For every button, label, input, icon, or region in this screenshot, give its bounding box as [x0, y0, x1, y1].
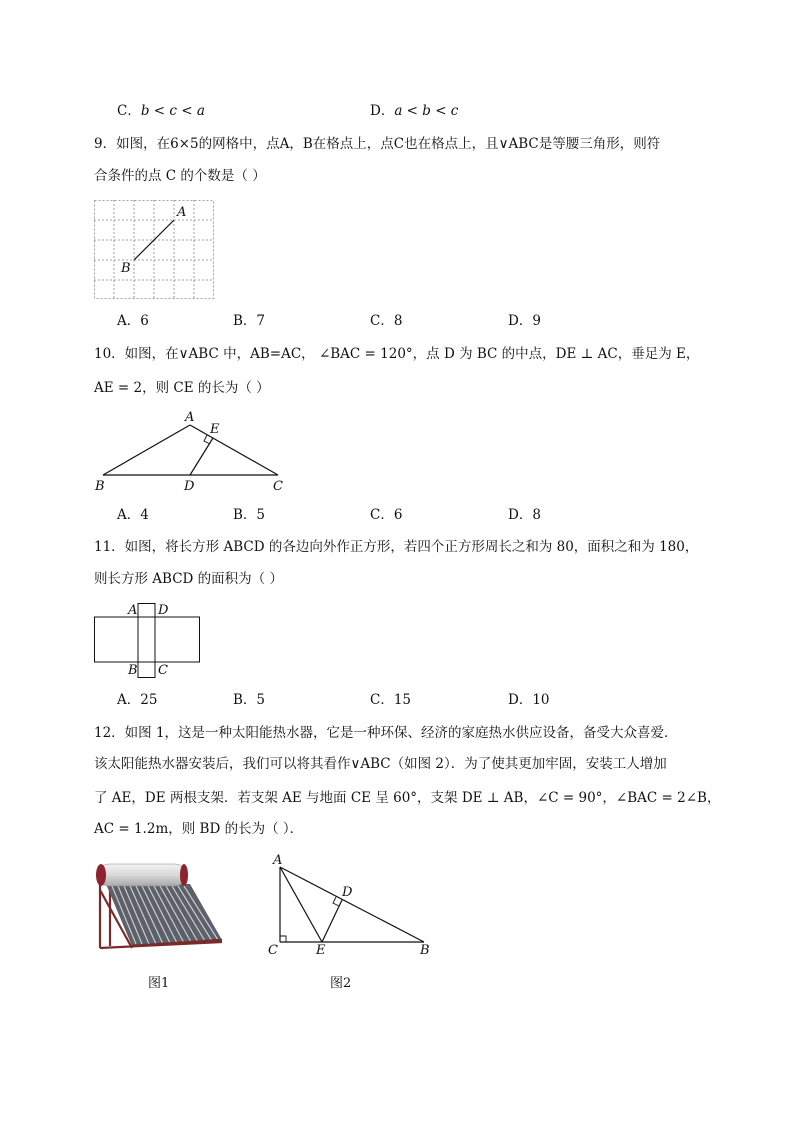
q10-question-line-2: AE = 2，则 CE 的长为（ ） [94, 380, 270, 396]
q11-rectangle-figure [94, 603, 204, 683]
q9-option-b: B．7 [233, 313, 266, 329]
q10-option-b: B．5 [233, 507, 266, 523]
q11-label-d: D [158, 603, 169, 618]
q8-option-d-label: D． [370, 103, 395, 119]
q9-option-a: A．6 [117, 313, 149, 329]
q8-option-c [117, 101, 205, 121]
q8-option-c-label: C． [117, 103, 141, 119]
q12-question-line-4: AC = 1.2m，则 BD 的长为（ ）． [94, 821, 304, 837]
q10-label-c: C [273, 479, 283, 494]
q12-label-c: C [268, 943, 278, 958]
q10-label-d: D [184, 479, 195, 494]
q10-option-c: C．6 [370, 507, 403, 523]
q11-option-a: A．25 [117, 692, 158, 708]
q9-label-b: B [121, 261, 131, 276]
q11-question-line-2: 则长方形 ABCD 的面积为（ ） [94, 571, 283, 587]
q11-label-a: A [128, 603, 138, 618]
q10-label-b: B [95, 479, 105, 494]
figure-2-caption: 图2 [330, 976, 352, 991]
q9-option-c: C．8 [370, 313, 403, 329]
solar-water-heater-image [92, 860, 226, 952]
q12-question-line-1: 12．如图 1，这是一种太阳能热水器，它是一种环保、经济的家庭热水供应设备，备受大众喜爱． [94, 725, 678, 741]
q11-option-d: D．10 [508, 692, 550, 708]
q11-label-b: B [128, 663, 138, 678]
q12-label-a: A [273, 853, 283, 868]
q10-question-line-1: 10．如图，在∨ABC 中，AB=AC， ∠BAC = 120°，点 D 为 BC 的中点，DE ⊥ AC，垂足为 E， [94, 346, 700, 362]
q12-question-line-2: 该太阳能热水器安装后，我们可以将其看作∨ABC（如图 2）．为了使其更加牢固，安装工人增加 [94, 756, 667, 772]
q9-grid-figure [94, 200, 214, 300]
q9-question-line-2: 合条件的点 C 的个数是（ ） [94, 168, 266, 184]
q12-question-line-3: 了 AE，DE 两根支架．若支架 AE 与地面 CE 呈 60°，支架 DE ⊥ AB，∠C = 90°，∠BAC = 2∠B， [94, 790, 721, 806]
q8-option-d-text: a < b < c [394, 103, 459, 119]
q9-label-a: A [177, 205, 187, 220]
q10-option-a: A．4 [117, 507, 149, 523]
q12-triangle-figure [265, 852, 435, 962]
q10-option-d: D．8 [508, 507, 541, 523]
q11-label-c: C [158, 663, 168, 678]
q8-option-d [370, 101, 458, 121]
q10-label-a: A [185, 410, 195, 425]
q9-question-line-1: 9．如图，在6×5的网格中，点A，B在格点上，点C也在格点上，且∨ABC是等腰三角形，则符 [94, 136, 661, 152]
figure-1-caption: 图1 [148, 976, 170, 991]
q12-label-d: D [342, 885, 353, 900]
q10-label-e: E [210, 422, 220, 437]
q11-question-line-1: 11．如图，将长方形 ABCD 的各边向外作正方形，若四个正方形周长之和为 80，面积之和为 180， [94, 539, 699, 555]
q12-label-b: B [420, 943, 430, 958]
q11-option-b: B．5 [233, 692, 266, 708]
q8-option-c-text: b < c < a [140, 103, 205, 119]
q12-label-e: E [316, 943, 326, 958]
q11-option-c: C．15 [370, 692, 412, 708]
q10-triangle-figure [90, 408, 300, 498]
q9-option-d: D．9 [508, 313, 541, 329]
